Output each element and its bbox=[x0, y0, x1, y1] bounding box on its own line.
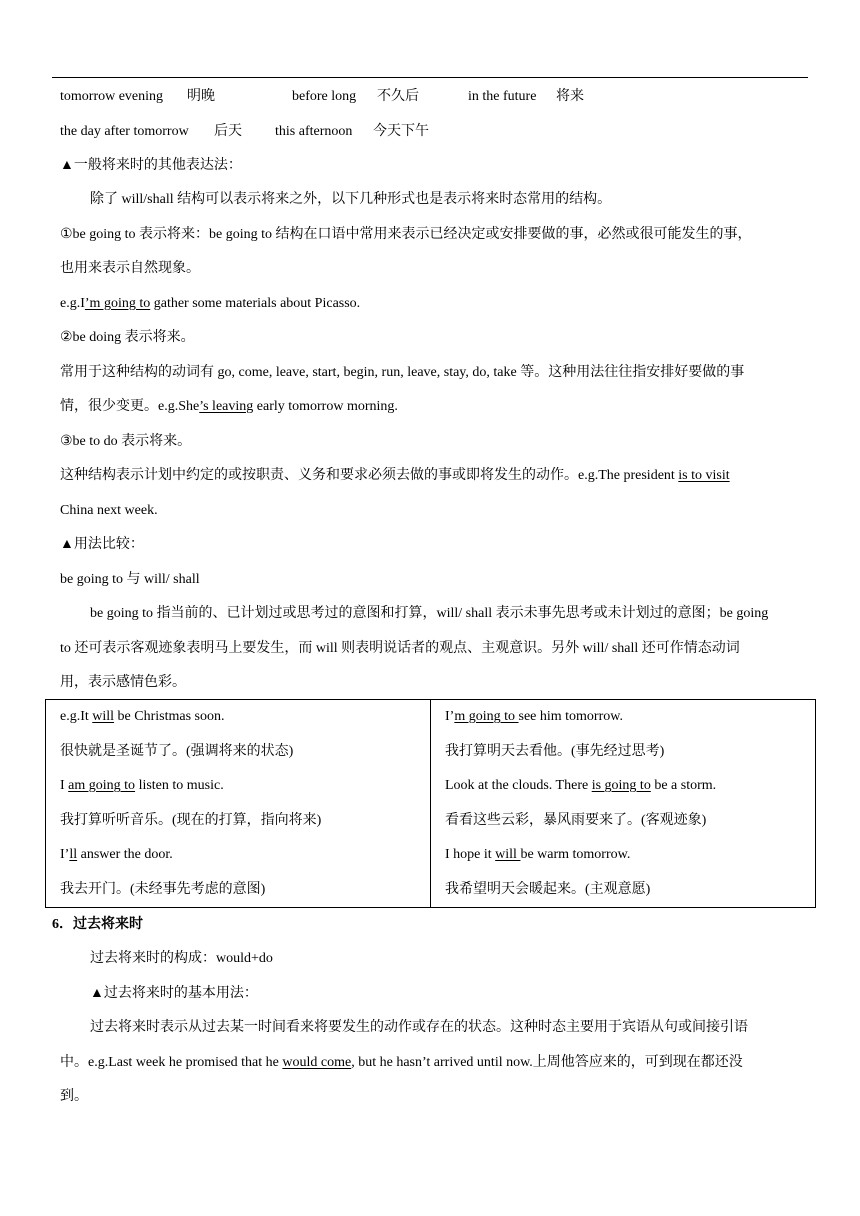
example-translation: 我打算明天去看他。(事先经过思考) bbox=[445, 743, 665, 759]
section-heading: ▲一般将来时的其他表达法： bbox=[60, 158, 242, 173]
header-rule bbox=[52, 77, 808, 78]
vocab-meaning: 今天下午 bbox=[373, 124, 429, 139]
comparison-table bbox=[45, 699, 816, 908]
paragraph: ③be to do 表示将来。 bbox=[60, 434, 192, 449]
example-sentence: 这种结构表示计划中约定的或按职责、义务和要求必须去做的事或即将发生的动作。e.g.The president is to visit bbox=[60, 468, 730, 483]
subtitle: be going to 与 will/ shall bbox=[60, 572, 200, 587]
example-sentence: Look at the clouds. There is going to be a storm. bbox=[445, 778, 717, 793]
example-sentence: I’m going to see him tomorrow. bbox=[445, 709, 623, 724]
vocab-term: before long bbox=[292, 89, 357, 104]
paragraph: 用，表示感情色彩。 bbox=[60, 675, 186, 690]
paragraph: 到。 bbox=[60, 1089, 88, 1104]
vocab-term: tomorrow evening bbox=[60, 89, 164, 104]
vocab-term: the day after tomorrow bbox=[60, 124, 189, 139]
vocab-meaning: 将来 bbox=[556, 89, 584, 104]
paragraph: China next week. bbox=[60, 503, 158, 518]
example-translation: 看看这些云彩，暴风雨要来了。(客观迹象) bbox=[445, 812, 707, 828]
highlighted-phrase: ’s leaving bbox=[199, 399, 254, 414]
vocab-row-1 bbox=[60, 87, 584, 107]
paragraph: 过去将来时表示从过去某一时间看来将要发生的动作或存在的状态。这种时态主要用于宾语从句或间接引语 bbox=[90, 1020, 748, 1035]
paragraph: ①be going to 表示将来：be going to 结构在口语中常用来表示已经决定或安排要做的事，必然或很可能发生的事， bbox=[60, 227, 752, 242]
example-translation: 很快就是圣诞节了。(强调将来的状态) bbox=[60, 743, 294, 759]
paragraph: ②be doing 表示将来。 bbox=[60, 330, 195, 345]
example-sentence: 中。e.g.Last week he promised that he would come, but he hasn’t arrived until now.上周他答应来的，可到现在都还没 bbox=[60, 1055, 743, 1070]
vocab-term: this afternoon bbox=[275, 124, 353, 139]
vocab-term: in the future bbox=[468, 89, 537, 104]
highlighted-phrase: would come bbox=[282, 1055, 352, 1070]
table-cell-going-to bbox=[431, 700, 816, 908]
example-sentence: I am going to listen to music. bbox=[60, 778, 224, 793]
table-row bbox=[46, 700, 816, 908]
table-cell-will bbox=[46, 700, 431, 908]
vocab-meaning: 不久后 bbox=[377, 89, 419, 104]
example-translation: 我打算听听音乐。(现在的打算，指向将来) bbox=[60, 812, 322, 828]
example-translation: 我希望明天会暖起来。(主观意愿) bbox=[445, 881, 651, 897]
paragraph: 除了 will/shall 结构可以表示将来之外，以下几种形式也是表示将来时态常用的结构。 bbox=[90, 192, 612, 207]
vocab-meaning: 后天 bbox=[214, 124, 242, 139]
example-sentence: I’ll answer the door. bbox=[60, 847, 173, 862]
vocab-row-2 bbox=[60, 122, 429, 142]
section-title: 6．过去将来时 bbox=[52, 917, 143, 932]
vocab-meaning: 明晚 bbox=[187, 89, 215, 104]
example-sentence: e.g.I’m going to gather some materials about Picasso. bbox=[60, 296, 361, 311]
example-sentence: 情，很少变更。e.g.She’s leaving early tomorrow morning. bbox=[60, 399, 398, 414]
paragraph: 也用来表示自然现象。 bbox=[60, 261, 200, 276]
example-sentence: e.g.It will be Christmas soon. bbox=[60, 709, 225, 724]
paragraph: to 还可表示客观迹象表明马上要发生，而 will 则表明说话者的观点、主观意识。另外 will/ shall 还可作情态动词 bbox=[60, 641, 740, 656]
section-heading: ▲用法比较： bbox=[60, 537, 144, 552]
highlighted-phrase: ’m going to bbox=[84, 296, 151, 311]
example-translation: 我去开门。(未经事先考虑的意图) bbox=[60, 881, 266, 897]
highlighted-phrase: is to visit bbox=[678, 468, 730, 483]
section-heading: ▲过去将来时的基本用法： bbox=[90, 986, 258, 1001]
example-sentence: I hope it will be warm tomorrow. bbox=[445, 847, 631, 862]
paragraph: be going to 指当前的、已计划过或思考过的意图和打算，will/ shall 表示未事先思考或未计划过的意图；be going bbox=[90, 606, 769, 621]
paragraph: 过去将来时的构成：would+do bbox=[90, 951, 273, 966]
paragraph: 常用于这种结构的动词有 go, come, leave, start, begin, run, leave, stay, do, take 等。这种用法往往指安排好要做的事 bbox=[60, 365, 745, 380]
